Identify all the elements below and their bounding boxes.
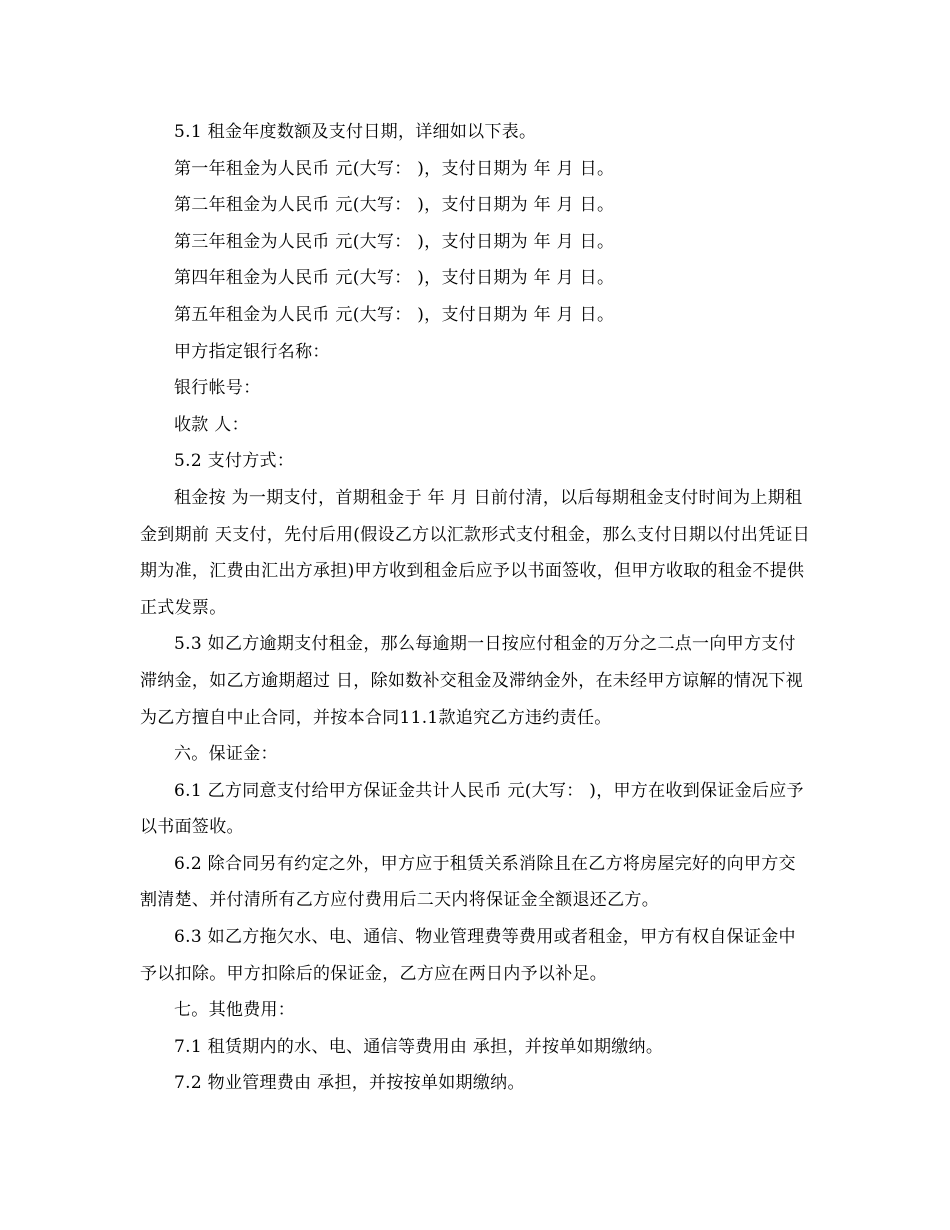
paragraph-6-2: 6.2 除合同另有约定之外，甲方应于租赁关系消除且在乙方将房屋完好的向甲方交割清楚、并付清所有乙方应付费用后二天内将保证金全额退还乙方。 bbox=[140, 853, 796, 911]
payee-line: 收款 人： bbox=[174, 414, 249, 435]
payment-method-paragraph: 租金按 为一期支付，首期租金于 年 月 日前付清，以后每期租金支付时间为上期租金到期前 天支付，先付后用(假设乙方以汇款形式支付租金，那么支付日期以付出凭证日期为准，汇费由汇出方承担)甲方收到租金后应予以书面签收，但甲方收取的租金不提供正式发票。 bbox=[140, 487, 811, 618]
rent-year-5: 第五年租金为人民币 元(大写： )，支付日期为 年 月 日。 bbox=[174, 304, 615, 325]
paragraph-5-2: 5.2 支付方式： bbox=[174, 451, 295, 472]
paragraph-7-1: 7.1 租赁期内的水、电、通信等费用由 承担，并按单如期缴纳。 bbox=[174, 1036, 664, 1057]
paragraph-5-1: 5.1 租金年度数额及支付日期，详细如以下表。 bbox=[174, 122, 537, 142]
rent-year-1: 第一年租金为人民币 元(大写： )，支付日期为 年 月 日。 bbox=[174, 158, 615, 179]
rent-year-3: 第三年租金为人民币 元(大写： )，支付日期为 年 月 日。 bbox=[174, 231, 615, 252]
bank-account-line: 银行帐号： bbox=[174, 378, 261, 399]
paragraph-5-3: 5.3 如乙方逾期支付租金，那么每逾期一日按应付租金的万分之二点一向甲方支付滞纳金，如乙方逾期超过 日，除如数补交租金及滞纳金外，在未经甲方谅解的情况下视为乙方擅自中止合同，并按本合同11.1款追究乙方违约责任。 bbox=[140, 634, 804, 728]
paragraph-7-2: 7.2 物业管理费由 承担，并按按单如期缴纳。 bbox=[174, 1073, 525, 1094]
rent-year-4: 第四年租金为人民币 元(大写： )，支付日期为 年 月 日。 bbox=[174, 268, 615, 289]
section-6-heading: 六。保证金： bbox=[174, 744, 278, 765]
rent-year-2: 第二年租金为人民币 元(大写： )，支付日期为 年 月 日。 bbox=[174, 195, 615, 216]
paragraph-6-3: 6.3 如乙方拖欠水、电、通信、物业管理费等费用或者租金，甲方有权自保证金中予以扣除。甲方扣除后的保证金，乙方应在两日内予以补足。 bbox=[140, 927, 796, 984]
section-7-heading: 七。其他费用： bbox=[174, 1000, 296, 1021]
bank-name-line: 甲方指定银行名称： bbox=[174, 341, 330, 362]
document-body bbox=[140, 114, 812, 1102]
paragraph-6-1: 6.1 乙方同意支付给甲方保证金共计人民币 元(大写： )，甲方在收到保证金后应予以书面签收。 bbox=[140, 780, 804, 838]
